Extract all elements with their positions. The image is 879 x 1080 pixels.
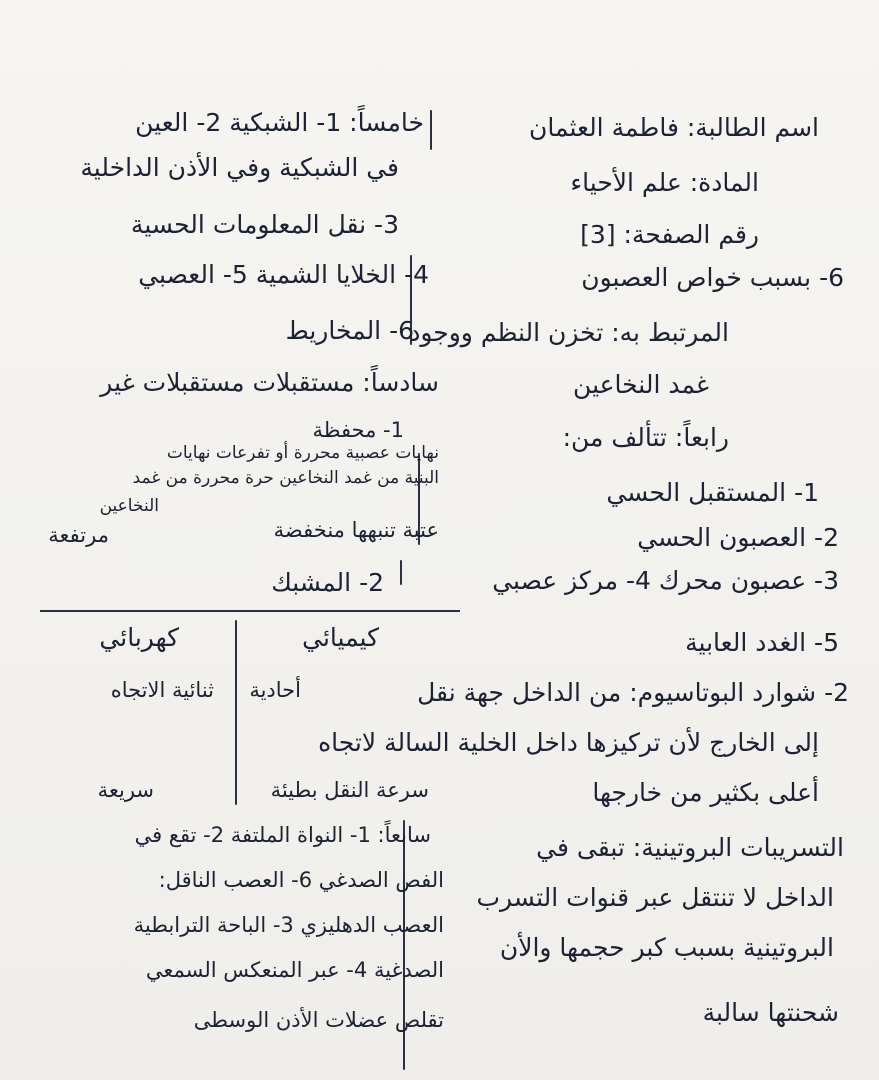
table-divider [235,620,237,805]
note-line: الصدغية 4- عبر المنعكس السمعي [145,958,444,982]
table-cell: ثنائية الاتجاه [110,678,214,702]
note-line: غمد النخاعين [573,370,709,399]
list-item: 1- المستقبل الحسي [606,478,819,507]
note-line: عتبة تنبهها منخفضة [273,518,439,542]
section-heading-4: رابعاً: تتألف من: [562,423,729,452]
list-item: 5- الغدد العابية [685,628,839,657]
note-line: 6- بسبب خواص العصبون [581,263,844,292]
note-line: المرتبط به: تخزن النظم ووجود [409,318,729,347]
page-number-line: رقم الصفحة: [3] [580,220,759,249]
list-item: 2- العصبون الحسي [637,523,839,552]
note-line: البروتينية بسبب كبر حجمها والأن [499,933,834,962]
subject-line: المادة: علم الأحياء [570,168,759,197]
table-cell: أحادية [249,678,301,702]
list-item: 3- عصبون محرك 4- مركز عصبي [492,566,839,595]
table-cell: سرعة النقل بطيئة [270,778,429,802]
section-heading-synapse: 2- المشبك [271,568,384,597]
section-heading-6: سادساً: مستقبلات مستقبلات غير [100,368,439,397]
note-line: مرتفعة [48,523,109,547]
column-divider [430,110,432,150]
note-line: 4- الخلايا الشمية 5- العصبي [138,260,429,289]
note-line: شحنتها سالبة [702,998,839,1027]
note-line: العصب الدهليزي 3- الباحة الترابطية [133,913,444,937]
table-cell: سريعة [97,778,154,802]
note-line: إلى الخارج لأن تركيزها داخل الخلية السالة لاتجاه [318,728,819,757]
note-line: التسريبات البروتينية: تبقى في [536,833,844,862]
note-line: 6- المخاريط [285,316,414,345]
table-cell: كيميائي [302,623,379,652]
note-line: 1- محفظة [312,418,404,442]
section-heading-5: خامساً: 1- الشبكية 2- العين [135,108,424,137]
column-divider [403,820,405,1070]
section-heading-7: سابعاً: 1- النواة الملتفة 2- تقع في [134,823,431,847]
column-divider [400,560,402,585]
note-line: 2- شوارد البوتاسيوم: من الداخل جهة نقل [417,678,849,707]
note-line: البنية من غمد النخاعين حرة محررة من غمد [132,468,439,488]
note-line: في الشبكية وفي الأذن الداخلية [80,153,399,182]
note-line: 3- نقل المعلومات الحسية [130,210,399,239]
table-cell: كهربائي [99,623,179,652]
note-line: نهايات عصبية محررة أو تفرعات نهايات [166,443,439,463]
note-line: الفص الصدغي 6- العصب الناقل: [158,868,444,892]
header-underline [40,610,460,612]
note-line: تقلص عضلات الأذن الوسطى [193,1008,444,1032]
note-line: الداخل لا تنتقل عبر قنوات التسرب [476,883,834,912]
note-line: النخاعين [99,496,159,516]
note-line: أعلى بكثير من خارجها [592,778,819,807]
student-name: اسم الطالبة: فاطمة العثمان [529,113,819,142]
